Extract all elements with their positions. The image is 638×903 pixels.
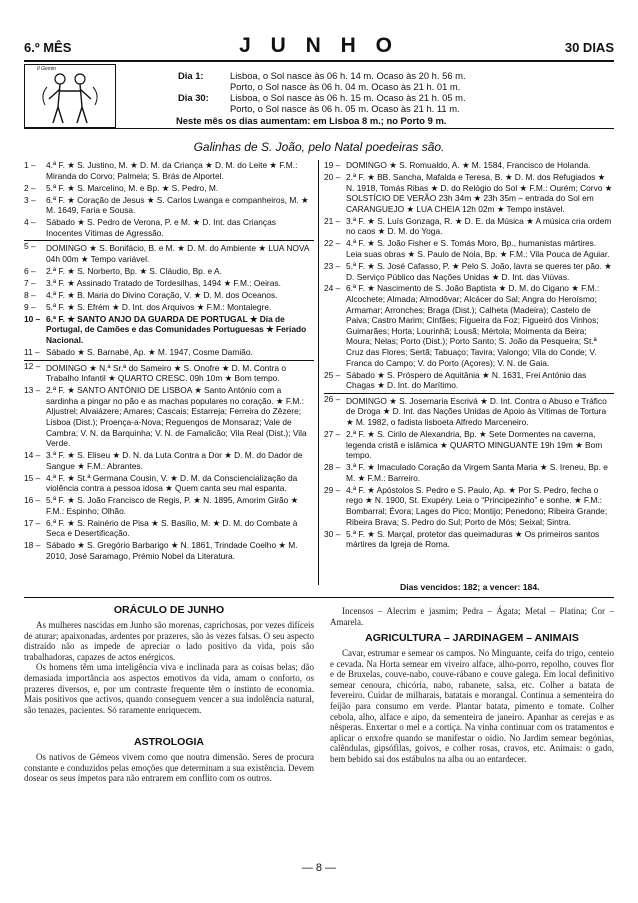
day-text: 3.ª F. ★ Assinado Tratado de Tordesilhas, 1494 ★ F.M.: Oeiras. bbox=[46, 277, 281, 288]
day-entry bbox=[324, 529, 614, 550]
day-text: 6.ª F. ★ Coração de Jesus ★ S. Carlos Lwanga e companheiros, M. ★ M. 1649, Faria e Sousa. bbox=[46, 194, 309, 216]
day-text: 5.ª F. ★ S. Marcelino, M. e Bp. ★ S. Pedro, M. bbox=[46, 182, 219, 193]
day-entry bbox=[24, 473, 314, 494]
day-number: 11 – bbox=[24, 347, 40, 358]
day-text: 2.ª F. ★ BB. Sancha, Mafalda e Teresa, B. ★ D. M. dos Refugiados ★ N. 1918, Tomás Ribas ★ D. do Relógio do Sol ★ F.M.: Ourém; Corvo ★ SOLSTÍCIO DE VERÃO 23h 34m ★ 23h 35m – entrada do Sol em CARANGUEJO ★ LUA CHEIA 12h 02m ★ Tempo instável. bbox=[346, 171, 613, 214]
gemini-twins-icon bbox=[25, 65, 115, 127]
day-text: 6.ª F. ★ S. Rainério de Pisa ★ S. Basílio, M. ★ D. M. do Combate à Seca e Desertificação. bbox=[46, 517, 298, 539]
day-text: 3.ª F. ★ S. Eliseu ★ D. N. da Luta Contra a Dor ★ D. M. do Dador de Sangue ★ F.M.: Abrantes. bbox=[46, 450, 303, 471]
days-summary: Dias vencidos: 182; a vencer: 184. bbox=[400, 582, 540, 592]
day-text: 3.ª F. ★ S. Luís Gonzaga, R. ★ D. E. da Música ★ A música cria ordem no caos ★ D. M. do Yoga. bbox=[346, 215, 612, 237]
day-number: 14 – bbox=[24, 450, 41, 461]
day-text: DOMINGO ★ S. Romualdo, A. ★ M. 1584, Francisco de Holanda. bbox=[346, 160, 591, 170]
day-number: 18 – bbox=[24, 540, 41, 551]
day-number: 2 – bbox=[24, 182, 36, 193]
day-entry bbox=[324, 485, 614, 527]
day-entry bbox=[324, 238, 614, 259]
day-entry bbox=[324, 370, 614, 391]
left-calendar-column bbox=[24, 160, 314, 563]
days-increase-note: Neste mês os dias aumentam: em Lisboa 8 m.; no Porto 9 m. bbox=[176, 115, 447, 126]
day-number: 22 – bbox=[324, 238, 341, 249]
day-text: Sábado ★ S. Barnabé, Ap. ★ M. 1947, Cosme Damião. bbox=[46, 347, 253, 358]
day-number: 29 – bbox=[324, 484, 341, 495]
day-entry bbox=[324, 172, 614, 214]
day-text: 5.ª F. ★ S. João Francisco de Regis, P. ★ N. 1895, Amorim Girão ★ F.M.: Espinho; Olhão. bbox=[46, 495, 299, 516]
day-entry bbox=[24, 314, 314, 346]
column-divider bbox=[318, 160, 319, 585]
day-number: 5 – bbox=[24, 241, 36, 252]
oraculo-heading: ORÁCULO DE JUNHO bbox=[113, 604, 225, 616]
day-entry bbox=[324, 393, 614, 428]
day-number: 19 – bbox=[324, 160, 341, 170]
day-text: Sábado ★ S. Gregório Barbarigo ★ N. 1861, Trindade Coelho ★ M. 2010, José Saramago, Prémio Nobel da Literatura. bbox=[46, 540, 298, 562]
sign-label: II Gemin bbox=[37, 66, 56, 72]
day-text: 2.ª F. ★ S. Cirilo de Alexandria, Bp. ★ Sete Dormentes na caverna, legenda cristã e islâmica ★ QUARTO MINGUANTE 19h 19m ★ Bom tempo. bbox=[346, 428, 603, 461]
day-entry bbox=[24, 347, 314, 358]
agricultura-paragraph: Cavar, estrumar e semear os campos. No Minguante, ceifa do trigo, centeio e cevada. Na Horta semear em viveiro alface, alho-porro, repolho, couves flor e de Bruxelas, couve-nabo, couve-rábano e couve galega. Em local definitivo semear cenoura, chicória, nabo, rabanete, salsa, etc. Colher a batata de fevereiro. Cuidar de milharais, batatais e morangal. Continua a sementeira do feijão para consumo em verde. Plantar batata, pimento e tomate. Colher cebola, alho, alface e aipo, da sementeira de janeiro. Apanhar as cerejas e as nêsperas. Enxertar o mel e a cortiça. Na vinha continuar com os tratamentos e aplicar o enxofre quando se manifestar o oídio. No Jardim semear begónias, calêndulas, gipsófilas, goivos, e colher rosas, cravos, etc. Animais: o gado, bem bebido sai dos estábulos na alba ou ao entardecer. bbox=[330, 648, 614, 764]
astrologia-text bbox=[24, 752, 314, 784]
agricultura-text bbox=[330, 648, 614, 765]
day-number: 26 – bbox=[324, 393, 341, 404]
day-number: 28 – bbox=[324, 462, 341, 473]
incensos-paragraph: Incensos – Alecrim e jasmim; Pedra – Ágata; Metal – Platina; Cor – Amarela. bbox=[330, 606, 614, 627]
day-text: Sábado ★ S. Pedro de Verona, P. e M. ★ D. Int. das Crianças Inocentes Vítimas de Agressão. bbox=[46, 217, 276, 238]
day-text: 4.ª F. ★ Apóstolos S. Pedro e S. Paulo, Ap. ★ Por S. Pedro, fecha o rego ★ N. 1900, St. Exupéry. Leia o “Principezinho” e sonhe. ★ F.M.: Bombarral; Évora; Lages do Pico; Montijo; Penedono; Ribeira Grande; Ribeira Brava; S. Pedro do Sul; Porto de Mós; Seixal; Sintra. bbox=[346, 484, 608, 527]
day-entry bbox=[24, 385, 314, 449]
days-count: 30 DIAS bbox=[564, 40, 614, 55]
oraculo-text bbox=[24, 620, 314, 715]
incensos-text bbox=[330, 606, 614, 627]
day-entry bbox=[24, 450, 314, 471]
day-number: 17 – bbox=[24, 517, 41, 528]
day-text: 5.ª F. ★ S. José Cafasso, P. ★ Pelo S. João, lavra se queres ter pão. ★ D. Serviço Público das Nações Unidas ★ D. Int. das Viúvas. bbox=[346, 260, 612, 282]
day-text: 4.ª F. ★ S. João Fisher e S. Tomás Moro, Bp., humanistas mártires. Leia suas obras ★ S. Paulo de Nola, Bp. ★ F.M.: Vila Pouca de Aguiar. bbox=[346, 238, 610, 259]
day-entry bbox=[24, 160, 314, 181]
day-entry bbox=[24, 266, 314, 277]
day-entry bbox=[24, 302, 314, 313]
oraculo-paragraph: As mulheres nascidas em Junho são morenas, caprichosas, por vezes difíceis de aturar; apaixonadas, ardentes por prazeres, são às vezes falsas. O seu aspecto distraído não as impede de apreciar o lado positivo da vida, pois são trabalhadoras, capazes de actos enérgicos. bbox=[24, 620, 314, 662]
day-text: 5.ª F. ★ S. Efrém ★ D. Int. dos Arquivos ★ F.M.: Montalegre. bbox=[46, 301, 272, 312]
day-text: 6.ª F. ★ SANTO ANJO DA GUARDA DE PORTUGAL ★ Dia de Portugal, de Camões e das Comunidades Portuguesas ★ Feriado Nacional. bbox=[46, 313, 307, 346]
right-calendar-column bbox=[324, 160, 614, 551]
day-entry bbox=[24, 360, 314, 384]
day-entry bbox=[24, 495, 314, 516]
astrologia-paragraph: Os nativos de Gémeos vivem como que noutra dimensão. Seres de procura constante e conduzidos pelas emoções que determinam a sua existência. Devem dosear os seus ímpetos para não entrarem em conflito com os outros. bbox=[24, 752, 314, 784]
day-entry bbox=[324, 216, 614, 237]
day-text: 2.ª F. ★ SANTO ANTÓNIO DE LISBOA ★ Santo António com a sardinha a pingar no pão e as machas populares no coração. ★ F.M.: Aljustrel; Alvaiázere; Amares; Cascais; Estarreja; Ferreira do Zêzere; Lisboa (Dist.); Proença-a-Nova; Reguengos de Monsaraz; Vale de Cambra; V. N. da Barquinha; V. N. de Famalicão; Vila Real (Dist.); Vila Verde. bbox=[46, 385, 307, 449]
day-text: DOMINGO ★ N.ª Sr.ª do Sameiro ★ S. Onofre ★ D. M. Contra o Trabalho Infantil ★ QUARTO CRESC. 09h 10m ★ Bom tempo. bbox=[46, 362, 287, 384]
day-text: 3.ª F. ★ Imaculado Coração da Virgem Santa Maria ★ S. Ireneu, Bp. e M. ★ F.M.: Barreiro. bbox=[346, 462, 608, 483]
day-entry bbox=[24, 217, 314, 238]
day-entry bbox=[324, 261, 614, 282]
day-text: 4.ª F. ★ B. Maria do Divino Coração, V. ★ D. M. dos Oceanos. bbox=[46, 289, 278, 300]
day-text: 4.ª F. ★ S. Justino, M. ★ D. M. da Criança ★ D. M. do Leite ★ F.M.: Miranda do Corvo; Palmela; S. Brás de Alportel. bbox=[46, 160, 298, 181]
month-title: J U N H O bbox=[239, 34, 399, 57]
day-number: 27 – bbox=[324, 428, 341, 439]
day-number: 7 – bbox=[24, 277, 36, 288]
agricultura-heading: AGRICULTURA – JARDINAGEM – ANIMAIS bbox=[365, 632, 579, 644]
day-text: Sábado ★ S. Próspero de Aquitânia ★ N. 1631, Frei António das Chagas ★ D. Int. do Marítimo. bbox=[346, 369, 587, 391]
day-number: 10 – bbox=[24, 313, 41, 324]
day-entry bbox=[24, 183, 314, 194]
day-number: 20 – bbox=[324, 171, 341, 182]
day-number: 16 – bbox=[24, 495, 41, 506]
month-proverb: Galinhas de S. João, pelo Natal poedeiras são. bbox=[193, 140, 445, 154]
month-number: 6.º MÊS bbox=[24, 40, 72, 55]
day-entry bbox=[24, 518, 314, 539]
day-entry bbox=[24, 278, 314, 289]
oraculo-paragraph: Os homens têm uma inteligência viva e inclinada para as coisas belas; dão demasiada importância aos aspectos emotivos da vida, amam o conforto, os prazeres diversos, e, por um contraste frequente têm o instinto de economia. Mais positivos que activos, quando conseguem vencer a sua indolência natural, são tenazes, pacientes. Só raramente enriquecem. bbox=[24, 662, 314, 715]
astrologia-heading: ASTROLOGIA bbox=[134, 736, 204, 748]
header-rule bbox=[24, 60, 614, 62]
day-number: 6 – bbox=[24, 265, 36, 276]
day-entry bbox=[24, 290, 314, 301]
day-number: 15 – bbox=[24, 472, 41, 483]
gemini-sign-box bbox=[24, 64, 116, 128]
day-entry bbox=[324, 429, 614, 461]
day-entry bbox=[24, 195, 314, 216]
day-number: 12 – bbox=[24, 360, 41, 371]
day-text: 6.ª F. ★ Nascimento de S. João Baptista ★ D. M. do Cigano ★ F.M.: Alcochete; Almada; Almodôvar; Alcácer do Sal; Angra do Heroísmo; Armamar; Arronches; Braga (Dist.); Calheta (Madeira); Castelo de Paiva; Castro Marim; Cinfães; Figueira da Foz; Figueiró dos Vinhos; Guimarães; Horta; Lourinhã; Lousã; Mértola; Moimenta da Beira; Moura; Nelas; Porto (Dist.); Porto Santo; S. João da Pesqueira; St.ª Cruz das Flores; Sertã; Tabuaço; Tavira; Valongo; Vila do Conde; V. Franca do Campo; V. do Porto (Açores); V. N. de Gaia. bbox=[346, 283, 600, 368]
day-text: 4.ª F. ★ St.ª Germana Cousin, V. ★ D. M. da Consciencialização da violência contra a pessoa idosa ★ Quem canta seu mal espanta. bbox=[46, 472, 298, 494]
day-entry bbox=[24, 540, 314, 561]
section-rule bbox=[24, 128, 614, 129]
day-number: 21 – bbox=[324, 215, 341, 226]
day-text: DOMINGO ★ S. Josemaria Escrivá ★ D. Int. Contra o Abuso e Tráfico de Droga ★ D. Int. das Nações Unidas de Apoio às Vítimas de Tortura ★ M. 1982, o fadista lisboeta Alfredo Marceneiro. bbox=[346, 395, 607, 427]
day-entry bbox=[324, 283, 614, 368]
day-number: 23 – bbox=[324, 260, 341, 271]
day-text: DOMINGO ★ S. Bonifácio, B. e M. ★ D. M. do Ambiente ★ LUA NOVA 04h 00m ★ Tempo variável. bbox=[46, 243, 309, 264]
day-number: 1 – bbox=[24, 160, 36, 170]
day-number: 3 – bbox=[24, 194, 36, 205]
day-number: 8 – bbox=[24, 289, 36, 300]
day-number: 24 – bbox=[324, 283, 341, 294]
day-number: 9 – bbox=[24, 301, 36, 312]
page-number: — 8 — bbox=[301, 862, 337, 874]
page-header bbox=[24, 34, 614, 58]
day-entry bbox=[24, 240, 314, 264]
day-entry bbox=[324, 160, 614, 171]
day-number: 30 – bbox=[324, 528, 341, 539]
day-number: 4 – bbox=[24, 217, 36, 228]
day-entry bbox=[324, 462, 614, 483]
day-number: 25 – bbox=[324, 369, 341, 380]
day-text: 5.ª F. ★ S. Marçal, protetor das queimaduras ★ Os primeiros santos mártires da Igreja de Roma. bbox=[346, 528, 600, 550]
day-text: 2.ª F. ★ S. Norberto, Bp. ★ S. Cláudio, Bp. e A. bbox=[46, 265, 222, 276]
section-rule bbox=[24, 597, 614, 598]
day-number: 13 – bbox=[24, 385, 41, 396]
almanac-page: 6.º MÊS J U N H O 30 DIAS II Gemin Dia 1: Lisboa, o Sol nasce às 06 h. 14 m. Ocaso às 20 h. 56 m. Porto, o Sol nasce às 06 h. 04 m. Ocaso às 21 h. 01 m. Dia 30: Lisboa, o Sol nasce às 06 h. 15 m. Ocaso às 21 h. 05 m. Porto, o Sol nasce às 06 h. 05 m. Ocaso às 21 h. 11 m. Neste mês os dias aumentam: em Lisboa 8 m.; no Porto 9 m. Galinhas de S. João, pelo Natal poedeiras são. 1 – 4.ª F. ★ S. Justino, M. ★ D. M. da Criança ★ D. M. do Leite ★ F.M.: Miranda do Corvo; Palmela; S. Brás de Alportel. 2 – 5.ª F. ★ S. Marcelino, M. e Bp. ★ S. Pedro, M. 3 – 6.ª F. ★ Coração de Jesus ★ S. Carlos Lwanga e companheiros, M. ★ M. 1649, Faria e Sousa. 4 – Sábado ★ S. Pedro de Verona, P. e M. ★ D. Int. das Crianças Inocentes Vítimas de Agressão. 5 – DOMINGO ★ S. Bonifácio, B. e M. ★ D. M. do Ambiente ★ LUA NOVA 04h 00m ★ Tempo variável. 6 – 2.ª F. ★ S. Norberto, Bp. ★ S. Cláudio, Bp. e A. 7 – 3.ª F. ★ Assinado Tratado de Tordesilhas, 1494 ★ F.M.: Oeiras. 8 – 4.ª F. ★ B. Maria do Divino Coração, V. ★ D. M. dos Oceanos. 9 – 5.ª F. ★ S. Efrém ★ D. Int. dos Arquivos ★ F.M.: Montalegre. 10 – 6.ª F. ★ SANTO ANJO DA GUARDA DE PORTUGAL ★ Dia de Portugal, de Camões e das Comunidades Portuguesas ★ Feriado Nacional. 11 – Sábado ★ S. Barnabé, Ap. ★ M. 1947, Cosme Damião. 12 – DOMINGO ★ N.ª Sr.ª do Sameiro ★ S. Onofre ★ D. M. Contra o Trabalho Infantil ★ QUARTO CRESC. 09h 10m ★ Bom tempo. 13 – 2.ª F. ★ SANTO ANTÓNIO DE LISBOA ★ Santo António com a sardinha a pingar no pão e as machas populares no coração. ★ F.M.: Aljustrel; Alvaiázere; Amares; Cascais; Estarreja; Ferreira do Zêzere; Lisboa (Dist.); Proença-a-Nova; Reguengos de Monsaraz; Vale de Cambra; V. N. da Barquinha; V. N. de Famalicão; Vila Real (Dist.); Vila Verde. 14 – 3.ª F. ★ S. Eliseu ★ D. N. da Luta Contra a Dor ★ D. M. do Dador de Sangue ★ F.M.: Abrantes. 15 – 4.ª F. ★ St.ª Germana Cousin, V. ★ D. M. da Consciencialização da violência contra a pessoa idosa ★ Quem canta seu mal espanta. 16 – 5.ª F. ★ S. João Francisco de Regis, P. ★ N. 1895, Amorim Girão ★ F.M.: Espinho; Olhão. 17 – 6.ª F. ★ S. Rainério de Pisa ★ S. Basílio, M. ★ D. M. do Combate à Seca e Desertificação. 18 – Sábado ★ S. Gregório Barbarigo ★ N. 1861, Trindade Coelho ★ M. 2010, José Saramago, Prémio Nobel da Literatura. 19 – DOMINGO ★ S. Romualdo, A. ★ M. 1584, Francisco de Holanda. 20 – 2.ª F. ★ BB. Sancha, Mafalda e Teresa, B. ★ D. M. dos Refugiados ★ N. 1918, Tomás Ribas ★ D. do Relógio do Sol ★ F.M.: Ourém; Corvo ★ SOLSTÍCIO DE VERÃO 23h 34m ★ 23h 35m – entrada do Sol em CARANGUEJO ★ LUA CHEIA 12h 02m ★ Tempo instável. 21 – 3.ª F. ★ S. Luís Gonzaga, R. ★ D. E. da Música ★ A música cria ordem no caos ★ D. M. do Yoga. 22 – 4.ª F. ★ S. João Fisher e S. Tomás Moro, Bp., humanistas mártires. Leia suas obras ★ S. Paulo de Nola, Bp. ★ F.M.: Vila Pouca de Aguiar. 23 – 5.ª F. ★ S. José Cafasso, P. ★ Pelo S. João, lavra se queres ter pão. ★ D. Serviço Público das Nações Unidas ★ D. Int. das Viúvas. 24 – 6.ª F. ★ Nascimento de S. João Baptista ★ D. M. do Cigano ★ F.M.: Alcochete; Almada; Almodôvar; Alcácer do Sal; Angra do Heroísmo; Armamar; Arronches; Braga (Dist.); Calheta (Madeira); Castelo de Paiva; Castro Marim; Cinfães; Figueira da Foz; Figueiró dos Vinhos; Guimarães; Horta; Lourinhã; Lousã; Mértola; Moimenta da Beira; Moura; Nelas; Porto (Dist.); Porto Santo; S. João da Pesqueira; St.ª Cruz das Flores; Sertã; Tabuaço; Tavira; Valongo; Vila do Conde; V. Franca do Campo; V. do Porto (Açores); V. N. de Gaia. 25 – Sábado ★ S. Próspero de Aquitânia ★ N. 1631, Frei António das Chagas ★ D. Int. do Marítimo. 26 – DOMINGO ★ S. Josemaria Escrivá ★ D. Int. Contra o Abuso e Tráfico de Droga ★ D. Int. das Nações Unidas de Apoio às Vítimas de Tortura ★ M. 1982, o fadista lisboeta Alfredo Marceneiro. 27 – 2.ª F. ★ S. Cirilo de Alexandria, Bp. ★ Sete Dormentes na caverna, legenda cristã e islâmica ★ QUARTO MINGUANTE 19h 19m ★ Bom tempo. 28 – 3.ª F. ★ Imaculado Coração da Virgem Santa Maria ★ S. Ireneu, Bp. e M. ★ F.M.: Barreiro. 29 – 4.ª F. ★ Apóstolos S. Pedro e S. Paulo, Ap. ★ Por S. Pedro, fecha o rego ★ N. 1900, St. Exupéry. Leia o “Principezinho” e sonhe. ★ F.M.: Bombarral; Évora; Lages do Pico; Montijo; Penedono; Ribeira Grande; Ribeira Brava; S. Pedro do Sul; Porto de Mós; Seixal; Sintra. 30 – 5.ª F. ★ S. Marçal, protetor das queimaduras ★ Os primeiros santos mártires da Igreja de Roma. Dias vencidos: 182; a vencer: 184. ORÁCULO DE JUNHO As mulheres nascidas em Junho são morenas, caprichosas, por vezes difíceis de aturar; apaixonadas, ardentes por prazeres, são às vezes falsas. O seu aspecto distraído não as impede de apreciar o lado positivo da vida, pois são trabalhadoras, capazes de actos enérgicos. Os homens têm uma inteligência viva e inclinada para as coisas belas; dão demasiada importância aos aspectos emotivos da vida, amam o conforto, os prazeres diversos, e, por um contraste frequente têm o instinto de economia. Mais positivos que activos, quando conseguem vencer a sua indolência natural, são tenazes, pacientes. Só raramente enriquecem. ASTROLOGIA Os nativos de Gémeos vivem como que noutra dimensão. Seres de procura constante e conduzidos pelas emoções que determinam a sua existência. Devem dosear os seus ímpetos para não entrarem em conflito com os outros. Incensos – Alecrim e jasmim; Pedra – Ágata; Metal – Platina; Cor – Amarela. AGRICULTURA – JARDINAGEM – ANIMAIS Cavar, estrumar e semear os campos. No Minguante, ceifa do trigo, centeio e cevada. Na Horta semear em viveiro alface, alho-porro, repolho, couves flor e de Bruxelas, couve-nabo, couve-rábano e couve galega. Em local definitivo semear cenoura, chicória, nabo, rabanete, salsa, etc. Colher a batata de fevereiro. Cuidar de milharais, batatais e morangal. Continua a sementeira do feijão para consumo em verde. Plantar batata, pimento e tomate. Colher cebola, alho, alface e aipo, da sementeira de janeiro. Apanhar as cerejas e as nêsperas. Enxertar o mel e a cortiça. Na vinha continuar com os tratamentos e aplicar o enxofre quando se manifestar o oídio. No Jardim semear begónias, calêndulas, gipsófilas, goivos, e colher rosas, cravos, etc. Animais: o gado, bem bebido sai dos estábulos na alba ou ao entardecer. — 8 — bbox=[24, 34, 614, 874]
